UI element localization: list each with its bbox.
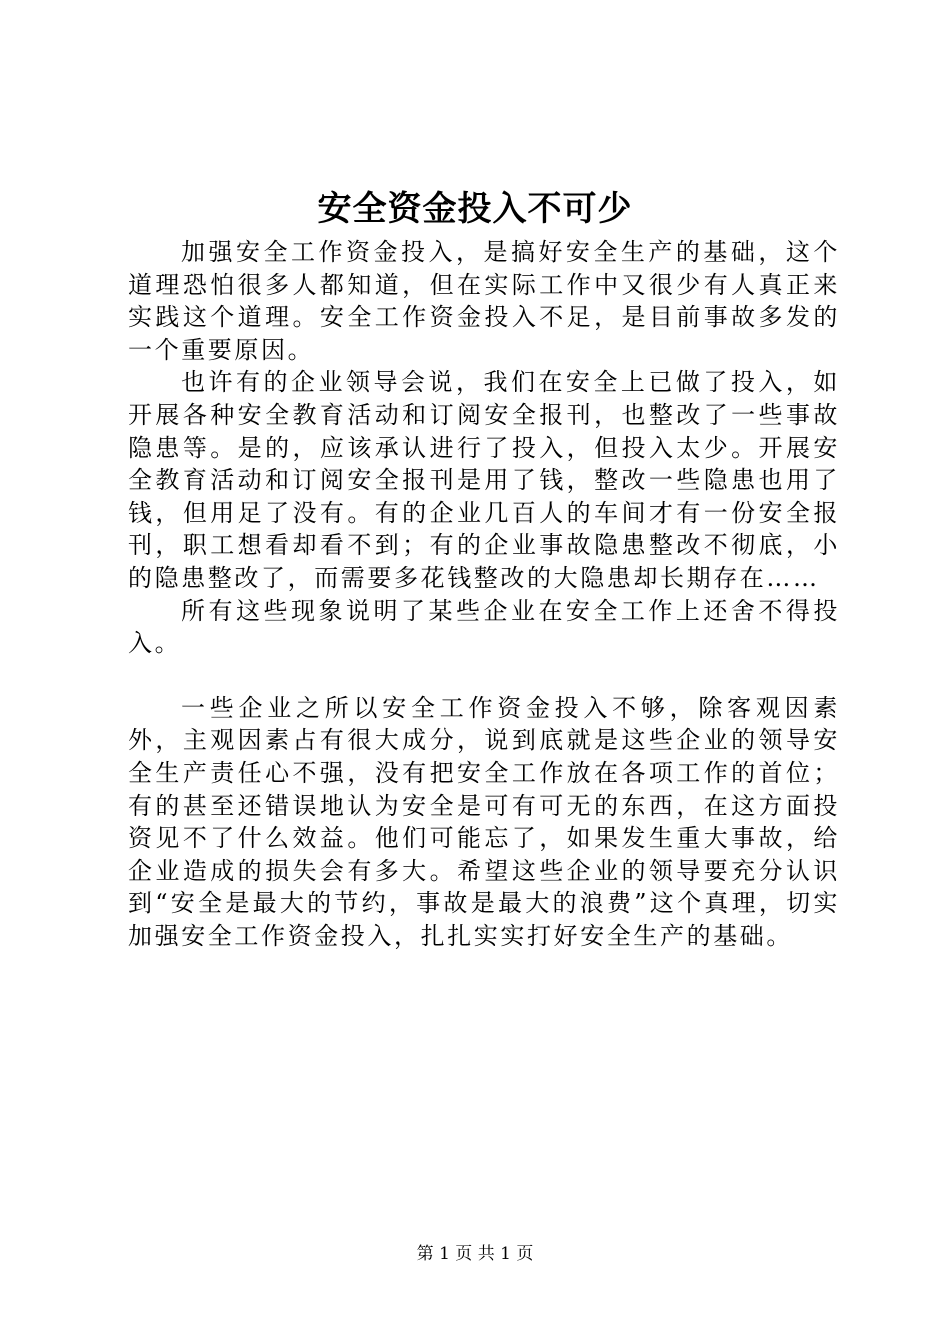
paragraph-1: 加强安全工作资金投入，是搞好安全生产的基础，这个道理恐怕很多人都知道，但在实际工作中又很少有人真正来实践这个道理。安全工作资金投入不足，是目前事故多发的一个重要原因。	[128, 238, 840, 364]
paragraph-2: 也许有的企业领导会说，我们在安全上已做了投入，如开展各种安全教育活动和订阅安全报刊，也整改了一些事故隐患等。是的，应该承认进行了投入，但投入太少。开展安全教育活动和订阅安全报刊是用了钱，整改一些隐患也用了钱，但用足了没有。有的企业几百人的车间才有一份安全报刊，职工想看却看不到；有的企业事故隐患整改不彻底，小的隐患整改了，而需要多花钱整改的大隐患却长期存在……	[128, 368, 840, 592]
page-footer: 第 1 页 共 1 页	[416, 1244, 534, 1264]
document-title: 安全资金投入不可少	[317, 189, 633, 229]
document-body	[128, 236, 840, 952]
paragraph-3: 所有这些现象说明了某些企业在安全工作上还舍不得投入。	[128, 596, 840, 658]
paragraph-4: 一些企业之所以安全工作资金投入不够，除客观因素外，主观因素占有很大成分，说到底就是这些企业的领导安全生产责任心不强，没有把安全工作放在各项工作的首位；有的甚至还错误地认为安全是可有可无的东西，在这方面投资见不了什么效益。他们可能忘了，如果发生重大事故，给企业造成的损失会有多大。希望这些企业的领导要充分认识到“安全是最大的节约，事故是最大的浪费”这个真理，切实加强安全工作资金投入，扎扎实实打好安全生产的基础。	[128, 693, 840, 950]
